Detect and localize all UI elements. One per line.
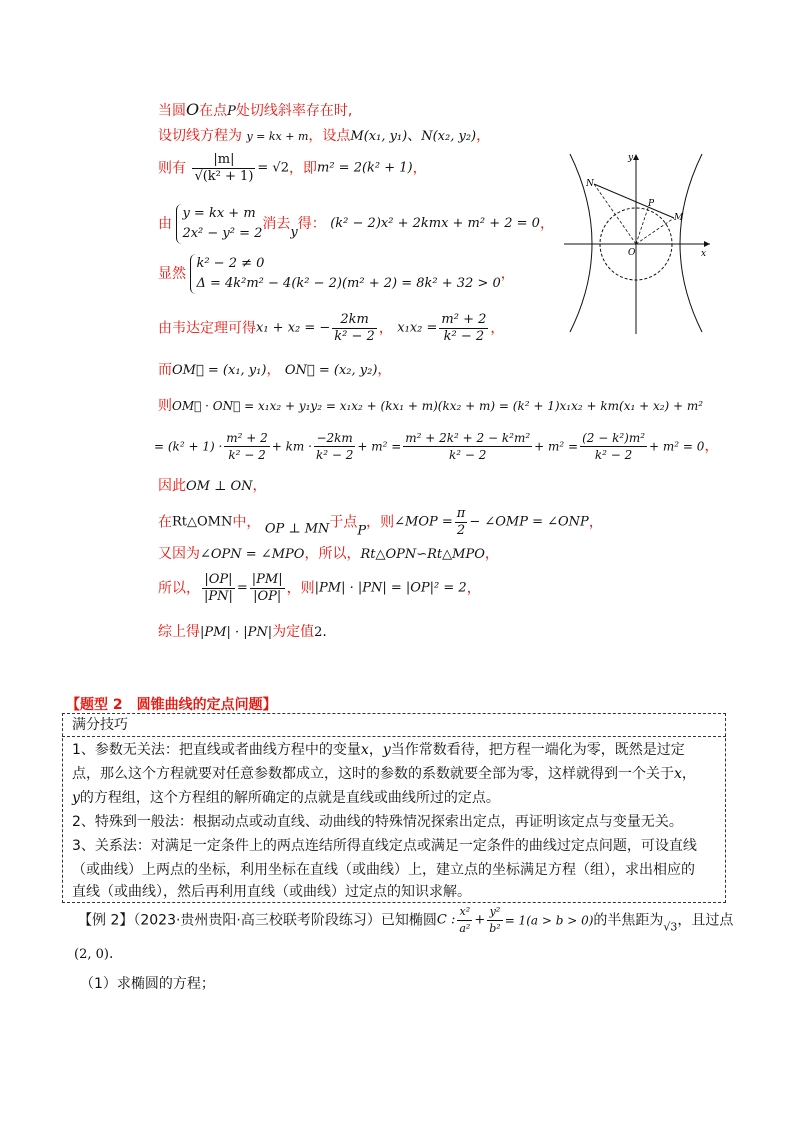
solution-line-1 (158, 100, 352, 122)
math: C : (436, 912, 456, 928)
segment-om (636, 218, 674, 244)
hyperbola-right-branch (680, 154, 702, 332)
math: + m² = (534, 439, 579, 454)
point-m: M(x₁, y₁) (350, 129, 408, 144)
math: + m² = 0 (649, 439, 705, 454)
text: ， (412, 160, 427, 177)
text: ， (539, 216, 554, 232)
fraction (224, 430, 270, 463)
solution-line-3 (158, 152, 427, 192)
skill-line-1 (72, 738, 685, 762)
solution-line-14 (158, 622, 327, 643)
m-label: M (674, 213, 684, 223)
fraction (455, 506, 468, 539)
math: P (357, 523, 367, 539)
x-axis-arrow (704, 241, 710, 247)
math-o: O (186, 100, 200, 119)
math: (k² − 2)x² + 2kmx + m² + 2 = 0 (330, 216, 540, 231)
text: 则有 (158, 160, 186, 177)
tangent-equation: y = kx + m (246, 130, 309, 143)
math: x₁ + x₂ = − (256, 320, 331, 336)
math: = (k² + 1) · (154, 439, 223, 454)
text: 、 (407, 128, 422, 144)
text: 中， (232, 514, 261, 531)
math: OM⃗ = (x₁, y₁) (172, 363, 267, 378)
numerator: π (456, 506, 466, 521)
fraction (580, 430, 647, 463)
numerator: |m| (192, 152, 255, 169)
segment-op (636, 208, 648, 244)
example-question-1: （1）求椭圆的方程； (80, 976, 215, 992)
fraction (487, 904, 502, 937)
text: 点，那么这个方程就要对任意参数都成立，这时的参数的系数就要全部为零，这样就得到一个关于 (72, 766, 674, 782)
equation-system (176, 204, 262, 244)
math: = (236, 580, 248, 596)
skills-header: 满分技巧 (72, 717, 128, 733)
numerator: |PM| (251, 572, 283, 587)
math: x₁x₂ = (397, 320, 438, 336)
skill-line-2 (72, 762, 696, 786)
skill-line-5: 3、关系法：对满足一定条件上的两点连结所得直线定点或满足一定条件的曲线过定点问题，可设直线 (72, 838, 697, 854)
text: 【例 2】（2023·贵州贵阳·高三校联考阶段练习）已知椭圆 (78, 912, 437, 929)
numerator: m² + 2 (226, 431, 268, 445)
denominator: k² − 2 (315, 448, 354, 462)
text: 为定值 (272, 624, 315, 640)
denominator: k² − 2 (449, 448, 487, 462)
solution-line-13 (158, 572, 481, 614)
math: y (72, 790, 80, 806)
numerator: 2km (332, 312, 377, 329)
n-label: N (586, 179, 594, 189)
skill-line-4: 2、特殊到一般法：根据动点或动直线、动曲线的特殊情况探索出定点，再证明该定点与变量无关。 (72, 814, 683, 830)
math: y (290, 225, 298, 240)
text: ， (466, 580, 481, 597)
text: 的方程组，这个方程组的解所确定的点就是直线或曲线所过的定点。 (79, 790, 500, 806)
text: 所以， (158, 580, 200, 597)
example-line-1 (78, 904, 733, 944)
text: 则 (158, 398, 172, 414)
text: 当圆 (158, 103, 186, 119)
text: 显然 (158, 266, 186, 282)
math: |PM| · |PN| = |OP|² = 2 (314, 580, 467, 596)
math: |PM| · |PN| (200, 625, 273, 640)
denominator: k² − 2 (228, 448, 266, 462)
math: OM⃗ · ON⃗ = x₁x₂ + y₁y₂ = x₁x₂ + (kx₁ + m)(kx₂ + m) = (k² + 1)x₁x₂ + km(x₁ + x₂) + m² (172, 399, 704, 413)
numerator: |OP| (202, 572, 235, 589)
text: . (322, 624, 327, 640)
fraction (439, 312, 488, 345)
numerator: (2 − k²)m² (582, 431, 646, 445)
fraction (314, 430, 355, 463)
fraction (403, 430, 532, 463)
math: OM ⊥ ON (186, 479, 253, 494)
fraction (457, 904, 472, 937)
denominator: |PN| (204, 589, 233, 604)
math: (2, 0) (74, 947, 109, 962)
text: ， (588, 514, 603, 531)
math: ON⃗ = (x₂, y₂) (284, 363, 378, 378)
text: 由韦达定理可得 (158, 320, 256, 337)
text: 的半焦距为 (593, 912, 664, 929)
text: ， (484, 546, 499, 562)
denominator: √(k² + 1) (194, 169, 254, 184)
skills-header-row (62, 713, 726, 737)
text: ，则 (366, 514, 395, 531)
text: 因此 (158, 478, 186, 494)
math: ∠MOP = (394, 514, 453, 530)
numerator: m² + 2 (441, 312, 487, 327)
p-label: P (648, 199, 655, 209)
text: 处切线斜率存在时, (235, 103, 353, 119)
x-label: x (701, 249, 707, 259)
denominator: a² (459, 922, 471, 935)
solution-line-6 (158, 312, 504, 352)
text: ，则 (286, 580, 315, 597)
solution-line-2 (158, 126, 490, 147)
math: ∠OPN = ∠MPO (200, 547, 305, 562)
text: 1、参数无关法：把直线或者曲线方程中的变量 (72, 742, 361, 758)
math: − ∠OMP = ∠ONP (469, 514, 589, 530)
math-p: P (227, 104, 236, 119)
example-line-2 (74, 944, 113, 965)
condition-system (190, 254, 500, 294)
text: ，且过点 (677, 912, 734, 929)
numerator: −2km (314, 430, 355, 447)
text: 得： (297, 216, 326, 232)
text: ， (378, 320, 393, 337)
solution-line-11 (158, 506, 603, 544)
math: Rt△OMN (172, 514, 233, 530)
text: 当作常数看待，把方程一端化为零，既然是过定 (390, 742, 685, 758)
text: 在 (158, 514, 172, 531)
math: = 1(a > b > 0) (504, 913, 594, 928)
denominator: 2 (456, 523, 466, 538)
solution-line-7 (158, 360, 391, 381)
fraction (332, 312, 377, 345)
system-row: Δ = 4k²m² − 4(k² − 2)(m² + 2) = 8k² + 32 > 0 (196, 276, 501, 291)
solution-line-5 (158, 254, 515, 302)
math: x (674, 766, 682, 782)
skill-line-3 (72, 786, 500, 810)
system-row: k² − 2 ≠ 0 (196, 256, 265, 271)
text: 又因为 (158, 546, 200, 562)
text: 由 (158, 216, 172, 232)
denominator: |OP| (253, 589, 282, 604)
fraction (202, 572, 235, 605)
skill-line-6: （或曲线）上两点的坐标，利用坐标在直线（或曲线）上，建立点的坐标满足方程（组），求出相应的 (72, 862, 695, 878)
text: 而 (158, 362, 172, 378)
text: ，设点 (308, 128, 351, 144)
math: = √2 (257, 160, 289, 176)
text: ，所以， (304, 546, 361, 562)
text: ， (266, 362, 281, 378)
solution-line-9 (154, 430, 718, 470)
system-row: 2x² − y² = 2 (182, 226, 263, 241)
denominator: k² − 2 (334, 329, 375, 344)
denominator: b² (489, 922, 501, 935)
text: ， (252, 478, 267, 494)
fraction (192, 152, 255, 185)
math: m² = 2(k² + 1) (317, 160, 413, 176)
text: ， (490, 320, 505, 337)
text: ， (681, 766, 696, 782)
math: x (360, 742, 369, 758)
solution-line-12 (158, 544, 499, 565)
y-axis-arrow (633, 154, 639, 160)
text: ， (377, 362, 392, 378)
math: √3 (663, 920, 678, 934)
math: y (382, 742, 391, 758)
math: Rt△OPN∽Rt△MPO (360, 547, 485, 562)
text: 设切线方程为 (158, 128, 242, 144)
hyperbola-circle-diagram (562, 150, 712, 335)
system-row: y = kx + m (182, 206, 256, 221)
point-n: N(x₂, y₂) (421, 129, 477, 144)
text: ， (368, 742, 383, 758)
solution-line-4 (158, 204, 554, 248)
section-title: 【题型 2 圆锥曲线的定点问题】 (66, 697, 277, 713)
numerator: x² (457, 904, 472, 921)
o-label: O (628, 248, 636, 258)
math: + m² = (357, 439, 402, 454)
numerator: y² (487, 904, 502, 921)
text: ， (476, 128, 491, 144)
solution-line-10 (158, 476, 267, 497)
math: OP ⊥ MN (264, 521, 330, 537)
text: 消去 (262, 216, 291, 232)
text: 综上得 (158, 624, 200, 640)
y-label: y (628, 153, 634, 163)
text: ，即 (289, 160, 317, 177)
text: 于点 (329, 514, 358, 531)
text: . (108, 946, 114, 962)
solution-line-8 (158, 396, 703, 416)
numerator: m² + 2k² + 2 − k²m² (405, 431, 531, 445)
math: + km · (271, 439, 312, 454)
math: 2 (314, 625, 323, 640)
fraction (250, 572, 285, 605)
text: 在点 (199, 103, 228, 119)
text: ， (704, 438, 719, 455)
text: ， (500, 266, 515, 282)
math: + (474, 912, 486, 928)
skill-line-7: 直线（或曲线），然后再利用直线（或曲线）过定点的知识求解。 (72, 884, 471, 900)
denominator: k² − 2 (594, 448, 633, 462)
denominator: k² − 2 (443, 329, 485, 344)
